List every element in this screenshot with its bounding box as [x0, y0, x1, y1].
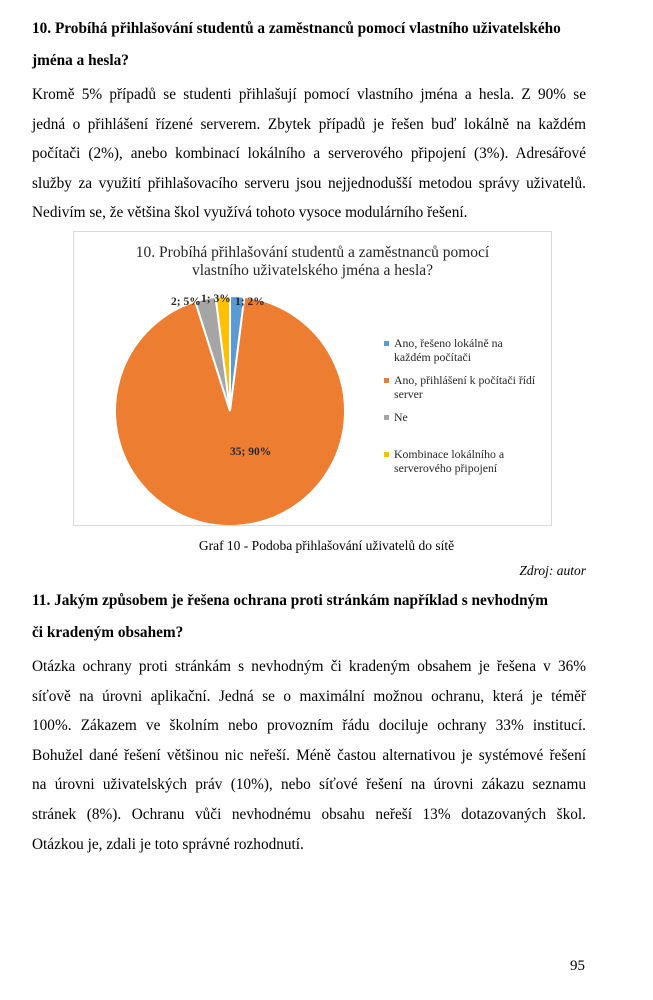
legend-item-server	[384, 373, 554, 401]
legend-item-combined	[384, 447, 554, 475]
section-11-paragraph	[32, 652, 586, 859]
data-label-no: 2; 5%	[171, 296, 201, 308]
chart-title-line: 10. Probíhá přihlašování studentů a zaměstnanců pomocí	[135, 244, 490, 261]
pie-graphic	[74, 232, 374, 525]
paragraph-line: počítači (2%), anebo kombinací lokálního a serverového připojení (3%). Adresářové	[32, 145, 586, 163]
heading-line: jména a hesla?	[32, 52, 129, 69]
figure-caption: Graf 10 - Podoba přihlašování uživatelů do sítě	[198, 538, 455, 553]
section-10-paragraph	[32, 80, 586, 228]
heading-line: 10. Probíhá přihlašování studentů a zaměstnanců pomocí vlastního uživatelského	[32, 20, 561, 37]
legend-swatch	[384, 452, 389, 457]
heading-line: 11. Jakým způsobem je řešena ochrana proti stránkám například s nevhodným	[32, 592, 549, 609]
legend-label: Ano, přihlášení k počítači řídí	[394, 373, 536, 387]
legend-label: Kombinace lokálního a	[394, 447, 505, 461]
paragraph-line: stránek (8%). Ochranu vůči nevhodnému obsahu neřeší 13% dotazovaných škol.	[32, 805, 586, 823]
legend-label: Ne	[394, 410, 408, 424]
paragraph-line: na úrovni uživatelských práv (10%), nebo síťové řešení na úrovni zákazu seznamu	[32, 776, 586, 794]
legend-label: Ano, řešeno lokálně na	[394, 336, 503, 350]
paragraph-line: síťově na úrovni aplikační. Jedná se o maximální možnou ochranu, která je téměř	[32, 687, 586, 705]
legend-swatch	[384, 341, 389, 346]
paragraph-line: Otázka ochrany proti stránkám s nevhodným či kradeným obsahem je řešena v 36%	[32, 658, 586, 675]
section-10-heading	[32, 14, 587, 75]
page-number: 95	[570, 958, 585, 974]
paragraph-line: Bohužel dané řešení většinou nic neřeší. Méně častou alternativou je systémové řešení	[32, 746, 586, 764]
paragraph-line: Kromě 5% případů se studenti přihlašují pomocí vlastního jména a hesla. Z 90% se	[32, 86, 586, 103]
paragraph-line: Nedivím se, že většina škol využívá tohoto vysoce modulárního řešení.	[32, 204, 468, 222]
data-label-local: 1; 2%	[235, 296, 265, 308]
legend-label: každém počítači	[394, 350, 471, 364]
figure-source: Zdroj: autor	[519, 563, 586, 578]
paragraph-line: služby za využití přihlašovacího serveru jsou nejjednodušší metodou správy uživatelů.	[32, 174, 586, 192]
data-label-combined: 1; 3%	[201, 293, 231, 305]
paragraph-line: 100%. Zákazem ve školním nebo provozním řádu dociluje ochrany 33% institucí.	[32, 717, 586, 735]
legend-label: serverového připojení	[394, 461, 498, 475]
legend-swatch	[384, 415, 389, 420]
chart-title-line: vlastního uživatelského jména a hesla?	[191, 262, 434, 279]
legend-item-local	[384, 336, 554, 364]
chart-legend	[384, 336, 554, 484]
legend-swatch	[384, 378, 389, 383]
paragraph-line: jedná o přihlášení řízené serverem. Zbytek případů je řešen buď lokálně na každém	[32, 115, 586, 133]
heading-line: či kradeným obsahem?	[32, 624, 184, 641]
paragraph-line: Otázkou je, zdali je toto správné rozhodnutí.	[32, 835, 304, 853]
data-label-server: 35; 90%	[230, 446, 272, 458]
legend-label: server	[394, 387, 423, 401]
section-11-heading	[32, 586, 587, 647]
pie-chart	[73, 231, 552, 526]
legend-item-no	[384, 410, 554, 424]
